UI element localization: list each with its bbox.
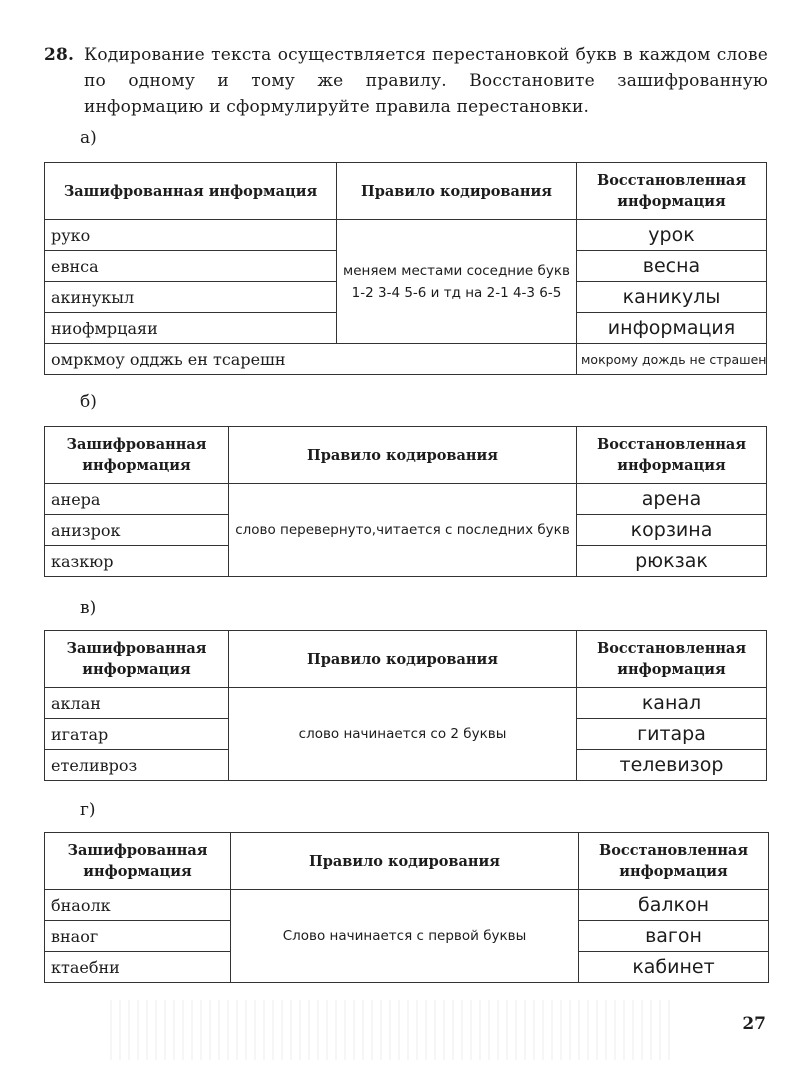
enc-cell: ниофмрцаяи bbox=[45, 313, 337, 344]
header-rule: Правило кодирования bbox=[337, 163, 577, 220]
dec-cell: корзина bbox=[577, 515, 767, 546]
dec-cell: кабинет bbox=[579, 952, 769, 983]
enc-cell: евнса bbox=[45, 251, 337, 282]
section-g-label: г) bbox=[80, 800, 96, 820]
section-a-label: а) bbox=[80, 128, 97, 148]
dec-cell: канал bbox=[577, 688, 767, 719]
header-rule: Правило кодирования bbox=[229, 631, 577, 688]
page-number: 27 bbox=[742, 1014, 766, 1034]
header-restored: Восстановленная информация bbox=[577, 427, 767, 484]
enc-cell: внаог bbox=[45, 921, 231, 952]
enc-cell: казкюр bbox=[45, 546, 229, 577]
header-rule: Правило кодирования bbox=[231, 833, 579, 890]
header-rule: Правило кодирования bbox=[229, 427, 577, 484]
header-encrypted: Зашифрованная информация bbox=[45, 631, 229, 688]
dec-cell: арена bbox=[577, 484, 767, 515]
dec-cell: весна bbox=[577, 251, 767, 282]
enc-cell: аклан bbox=[45, 688, 229, 719]
rule-a-line1: меняем местами соседние букв bbox=[343, 262, 570, 279]
header-encrypted: Зашифрованная информация bbox=[45, 833, 231, 890]
enc-cell-wide: омркмоу одджь ен тсарешн bbox=[45, 344, 577, 375]
section-b-label: б) bbox=[80, 392, 97, 412]
section-v-label: в) bbox=[80, 598, 97, 618]
table-g bbox=[44, 832, 769, 983]
header-encrypted: Зашифрованная информация bbox=[45, 163, 337, 220]
task-block bbox=[44, 42, 768, 120]
enc-cell: игатар bbox=[45, 719, 229, 750]
rule-b-text: слово перевернуто,читается с последних букв bbox=[235, 522, 570, 538]
enc-cell: акинукыл bbox=[45, 282, 337, 313]
enc-cell: анизрок bbox=[45, 515, 229, 546]
task-text: Кодирование текста осуществляется перестановкой букв в каждом слове по одному и тому же правилу. Восстановите зашифрованную информацию и сформулируйте правила перестановки. bbox=[84, 45, 768, 117]
rule-a-line2: 1-2 3-4 5-6 и тд на 2-1 4-3 6-5 bbox=[351, 284, 562, 301]
dec-cell: телевизор bbox=[577, 750, 767, 781]
dec-cell: информация bbox=[577, 313, 767, 344]
rule-cell-g bbox=[231, 890, 579, 983]
rule-v-text: слово начинается со 2 буквы bbox=[298, 726, 507, 742]
dec-cell: балкон bbox=[579, 890, 769, 921]
table-a bbox=[44, 162, 767, 375]
rule-cell-a bbox=[337, 220, 577, 344]
enc-cell: ктаебни bbox=[45, 952, 231, 983]
dec-cell: гитара bbox=[577, 719, 767, 750]
header-restored: Восстановленная информация bbox=[579, 833, 769, 890]
rule-cell-b bbox=[229, 484, 577, 577]
task-number: 28. bbox=[44, 45, 75, 65]
rule-g-text: Слово начинается с первой буквы bbox=[282, 928, 527, 944]
dec-cell: урок bbox=[577, 220, 767, 251]
rule-cell-v bbox=[229, 688, 577, 781]
header-restored: Восстановленная информация bbox=[577, 631, 767, 688]
enc-cell: етеливроз bbox=[45, 750, 229, 781]
header-restored: Восстановленная информация bbox=[577, 163, 767, 220]
table-v bbox=[44, 630, 767, 781]
enc-cell: анера bbox=[45, 484, 229, 515]
enc-cell: руко bbox=[45, 220, 337, 251]
scan-noise bbox=[110, 1000, 670, 1060]
dec-cell: вагон bbox=[579, 921, 769, 952]
table-b bbox=[44, 426, 767, 577]
dec-cell: рюкзак bbox=[577, 546, 767, 577]
dec-cell: каникулы bbox=[577, 282, 767, 313]
dec-cell: мокрому дождь не страшен bbox=[577, 344, 767, 375]
enc-cell: бнаолк bbox=[45, 890, 231, 921]
header-encrypted: Зашифрованная информация bbox=[45, 427, 229, 484]
